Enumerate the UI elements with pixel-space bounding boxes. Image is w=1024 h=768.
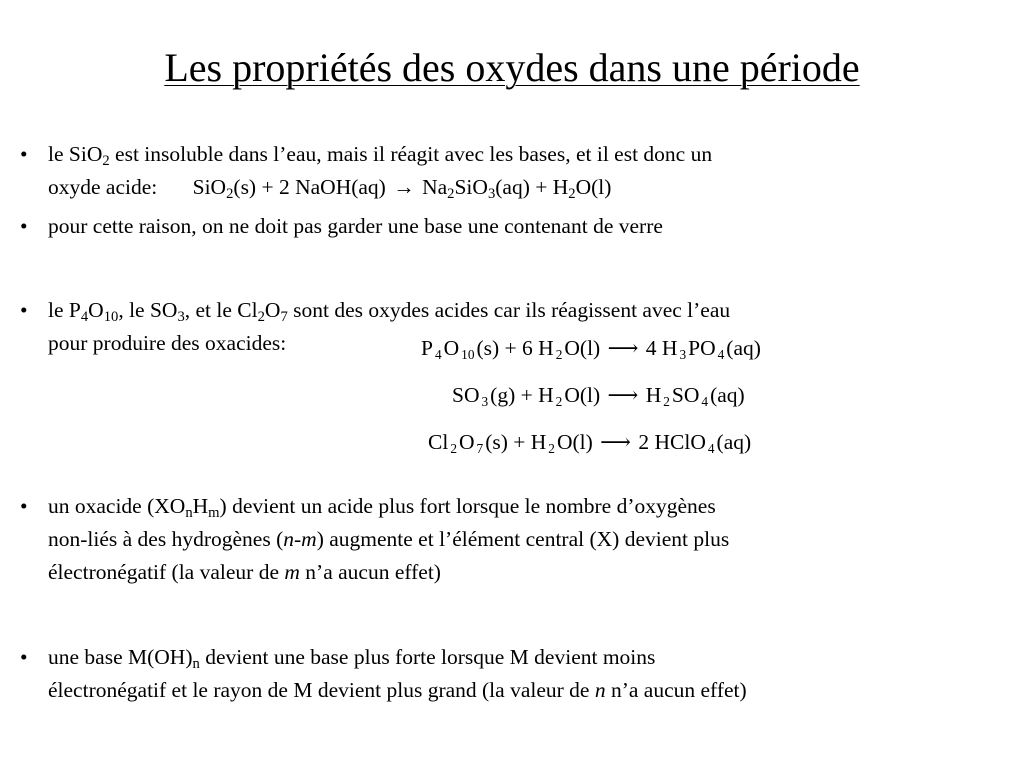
text-segment: électronégatif et le rayon de M devient plus grand (la valeur de <box>48 678 595 702</box>
eq-part: O <box>459 430 475 454</box>
subscript: 7 <box>476 441 484 457</box>
text-segment: le P <box>48 298 81 322</box>
subscript: 2 <box>568 186 576 203</box>
bullet-marker: • <box>20 142 28 166</box>
subscript: 4 <box>701 394 709 410</box>
slide-title: Les propriétés des oxydes dans une période <box>164 45 860 90</box>
subscript: 4 <box>434 347 442 363</box>
subscript: 2 <box>555 394 563 410</box>
text-segment: devient une base plus forte lorsque M devient moins <box>199 645 656 669</box>
eq-part: O(l) <box>575 175 612 199</box>
subscript: 4 <box>717 347 725 363</box>
text-segment: le SiO <box>48 142 103 166</box>
eq-part: (aq) + H <box>495 175 569 199</box>
subscript: 3 <box>481 394 489 410</box>
text-segment: n’a aucun effet) <box>299 560 441 584</box>
text-segment: ) augmente et l’élément central (X) devient plus <box>316 527 730 551</box>
subscript: 10 <box>103 309 119 326</box>
eq-part: SO <box>452 383 480 407</box>
reaction-arrow-icon: ⟶ <box>607 383 639 407</box>
eq-part: Na <box>422 175 448 199</box>
text-segment: pour produire des oxacides: <box>48 331 287 355</box>
bullet-text <box>48 210 1010 243</box>
bullet-sio2-insoluble <box>20 138 1010 204</box>
eq-part: SiO <box>192 175 227 199</box>
text-segment: une base M(OH) <box>48 645 193 669</box>
text-segment: O <box>88 298 104 322</box>
eq-part: (s) + H <box>485 430 547 454</box>
subscript: 7 <box>280 309 288 326</box>
bullet-glass-container <box>20 210 1010 243</box>
equation-sio2-naoh <box>193 171 612 204</box>
eq-part: PO <box>688 336 716 360</box>
bullet-oxacid-strength <box>20 490 1010 589</box>
subscript: 10 <box>461 347 475 363</box>
reaction-arrow-icon: ⟶ <box>607 336 639 360</box>
subscript: n <box>185 505 193 522</box>
eq-part: O(l) <box>564 336 601 360</box>
text-segment: oxyde acide: <box>48 175 158 199</box>
text-segment: H <box>192 494 209 518</box>
eq-part: H <box>645 383 662 407</box>
text-segment: ) devient un acide plus fort lorsque le nombre d’oxygènes <box>219 494 716 518</box>
eq-part: (s) + 6 H <box>476 336 554 360</box>
subscript: 2 <box>226 186 234 203</box>
subscript: 4 <box>80 309 89 326</box>
subscript: 2 <box>102 153 110 170</box>
subscript: 3 <box>177 309 185 326</box>
eq-part: Cl <box>428 430 449 454</box>
subscript: 3 <box>679 347 687 363</box>
text-segment: est insoluble dans l’eau, mais il réagit avec les bases, et il est donc un <box>109 142 713 166</box>
equation-cl2o7 <box>428 428 751 456</box>
italic-variable: m <box>284 560 300 584</box>
bullet-base-strength <box>20 641 1010 707</box>
bullet-marker: • <box>20 298 28 322</box>
eq-part: (g) + H <box>490 383 554 407</box>
text-segment: non-liés à des hydrogènes ( <box>48 527 284 551</box>
bullet-marker: • <box>20 214 28 238</box>
text-segment: n’a aucun effet) <box>605 678 747 702</box>
subscript: 2 <box>450 441 457 457</box>
text-segment: électronégatif (la valeur de <box>48 560 285 584</box>
eq-part: SiO <box>454 175 488 199</box>
equation-so3 <box>452 381 745 409</box>
reaction-arrow-icon: → <box>393 175 415 199</box>
text-segment: sont des oxydes acides car ils réagissent avec l’eau <box>287 298 731 322</box>
subscript: 4 <box>707 441 715 457</box>
italic-variable: n-m <box>283 527 317 551</box>
subscript: 2 <box>555 347 563 363</box>
text-segment: , et le Cl <box>184 298 258 322</box>
reaction-arrow-icon: ⟶ <box>600 430 631 454</box>
eq-part: (aq) <box>716 430 752 454</box>
subscript: n <box>192 656 200 673</box>
eq-part: P <box>421 336 433 360</box>
text-segment: O <box>264 298 281 322</box>
bullet-text <box>48 641 1010 707</box>
eq-part: (s) + 2 NaOH(aq) <box>233 175 386 199</box>
eq-part: O(l) <box>556 430 593 454</box>
subscript: 2 <box>447 186 455 203</box>
bullet-text <box>48 490 1010 589</box>
eq-part: (aq) <box>726 336 761 360</box>
eq-part: (aq) <box>710 383 745 407</box>
subscript: 3 <box>487 186 496 203</box>
text-segment: un oxacide (XO <box>48 494 186 518</box>
bullet-marker: • <box>20 494 28 518</box>
equation-p4o10 <box>421 334 761 362</box>
text-segment: pour cette raison, on ne doit pas garder une base une contenant de verre <box>48 214 663 238</box>
eq-part: SO <box>671 383 700 407</box>
text-segment: , le SO <box>118 298 178 322</box>
bullet-marker: • <box>20 645 28 669</box>
subscript: 2 <box>257 309 265 326</box>
eq-part: 2 HClO <box>638 430 706 454</box>
bullet-text <box>48 138 1010 204</box>
subscript: m <box>208 505 220 522</box>
eq-part: O(l) <box>564 383 601 407</box>
subscript: 2 <box>663 394 670 410</box>
eq-part: O <box>443 336 460 360</box>
subscript: 2 <box>548 441 555 457</box>
italic-variable: n <box>594 678 606 702</box>
eq-part: 4 H <box>645 336 678 360</box>
